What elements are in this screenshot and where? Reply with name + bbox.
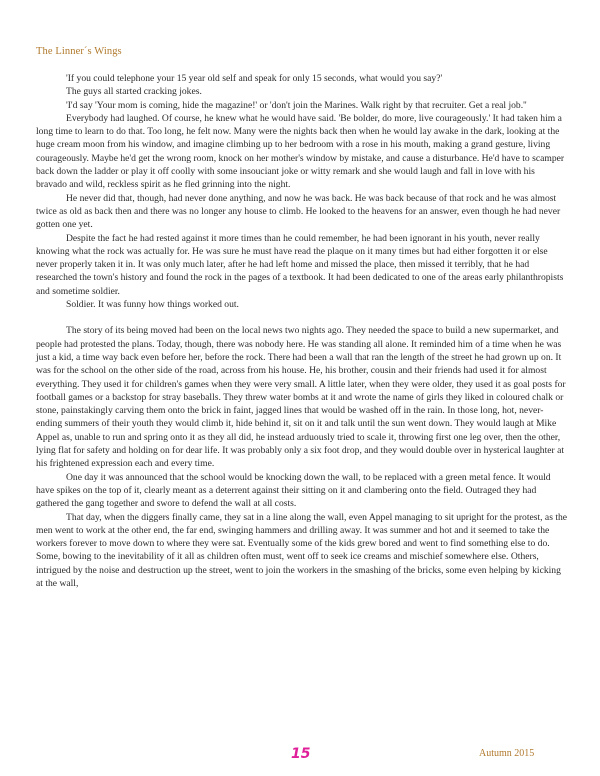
running-head: The Linner´s Wings xyxy=(36,46,122,57)
story-body xyxy=(36,72,568,590)
paragraph: Everybody had laughed. Of course, he knew what he would have said. 'Be bolder, do more, live courageously.' It had taken him a long time to learn to do that. Too long, he felt now. Many were the nights back then when he would lay awake in the dark, looking at the huge cream moon from his window, and imagine climbing up to her bedroom with a rose in his mouth, making a grand gesture, living courageously. Maybe he'd get the wrong room, knock on her mother's window by mistake, and cause a disturbance. He'd have to scamper back down the ladder or play it off coolly with some insouciant joke or witty remark and she would laugh and fall in love with his bravado and wild, reckless spirit as he fled grinning into the night. xyxy=(36,112,565,191)
paragraph: The guys all started cracking jokes. xyxy=(66,86,202,98)
paragraph: Soldier. It was funny how things worked out. xyxy=(66,299,239,311)
page-number: 15 xyxy=(291,746,311,762)
issue-label: Autumn 2015 xyxy=(479,748,535,759)
paragraph: 'I'd say 'Your mom is coming, hide the magazine!' or 'don't join the Marines. Walk right by that recruiter. Get a real job.'' xyxy=(66,99,527,111)
paragraph: That day, when the diggers finally came, they sat in a line along the wall, even Appel managing to sit upright for the protest, as the men went to work at the other end, the far end, swinging hammers and drilling away. It was summer and hot and it seemed to take the workers forever to move down to where they were sat. Eventually some of the kids grew bored and went to find something else to do. Some, bowing to the inevitability of it all as children often must, went off to seek ice creams and mischief somewhere else. Others, intrigued by the noise and destruction up the street, went to join the workers in the smashing of the bricks, some even helping by kicking at the wall, xyxy=(36,511,568,589)
paragraph: The story of its being moved had been on the local news two nights ago. They needed the space to build a new supermarket, and people had protested the plans. Today, though, there was nobody here. He was standing all alone. It reminded him of a time when he was just a kid, a time way back even before her, before the rock. There had been a wall that ran the length of the street he had grown up on. It was for the school on the other side of the road, across from his house. He, his brother, cousin and their friends had used it for almost everything. They used it for children's games when they were very small. A little later, when they were older, they used it as goal posts for football games or a backstop for stray baseballs. They threw water bombs at it and wrote the name of girls they liked in coloured chalk or stone, painstakingly carving them onto the brick in faint, jagged lines that would be washed off in the rain. In those long, hot, never-ending summers of their youth they would climb it, hide behind it, sit on it and talk until the sun went down. They would laugh at Mike Appel as, unable to run and spring onto it as they all did, he instead arduously tried to scale it, throwing first one leg over, then the other, lying flat for safety and holding on for dear life. It was probably only a six foot drop, and they would double over in hysterical laughter at his frightened expression each and every time. xyxy=(36,325,566,470)
paragraph: One day it was announced that the school would be knocking down the wall, to be replaced with a green metal fence. It would have spikes on the top of it, clearly meant as a deterrent against their sitting on it and clambering onto the field. Outraged they had gathered the gang together and swore to defend the wall at all costs. xyxy=(36,471,551,510)
paragraph: Despite the fact he had rested against it more times than he could remember, he had been ignorant in his youth, never really knowing what the rock was actually for. He was sure he must have read the plaque on it many times but had either forgotten it or else never properly taken it in. It was only much later, after he had left home and missed the place, then missed it terribly, that he had researched the town's history and found the rock in the pages of a textbook. It had been dedicated to one of the areas early philanthropists and sometime soldier. xyxy=(36,232,564,297)
paragraph: 'If you could telephone your 15 year old self and speak for only 15 seconds, what would you say?' xyxy=(66,73,443,84)
paragraph: He never did that, though, had never done anything, and now he was back. He was back because of that rock and he was almost twice as old as back then and there was no longer any house to climb. He looked to the heavens for an answer, even though he had never gotten one yet. xyxy=(36,192,561,231)
